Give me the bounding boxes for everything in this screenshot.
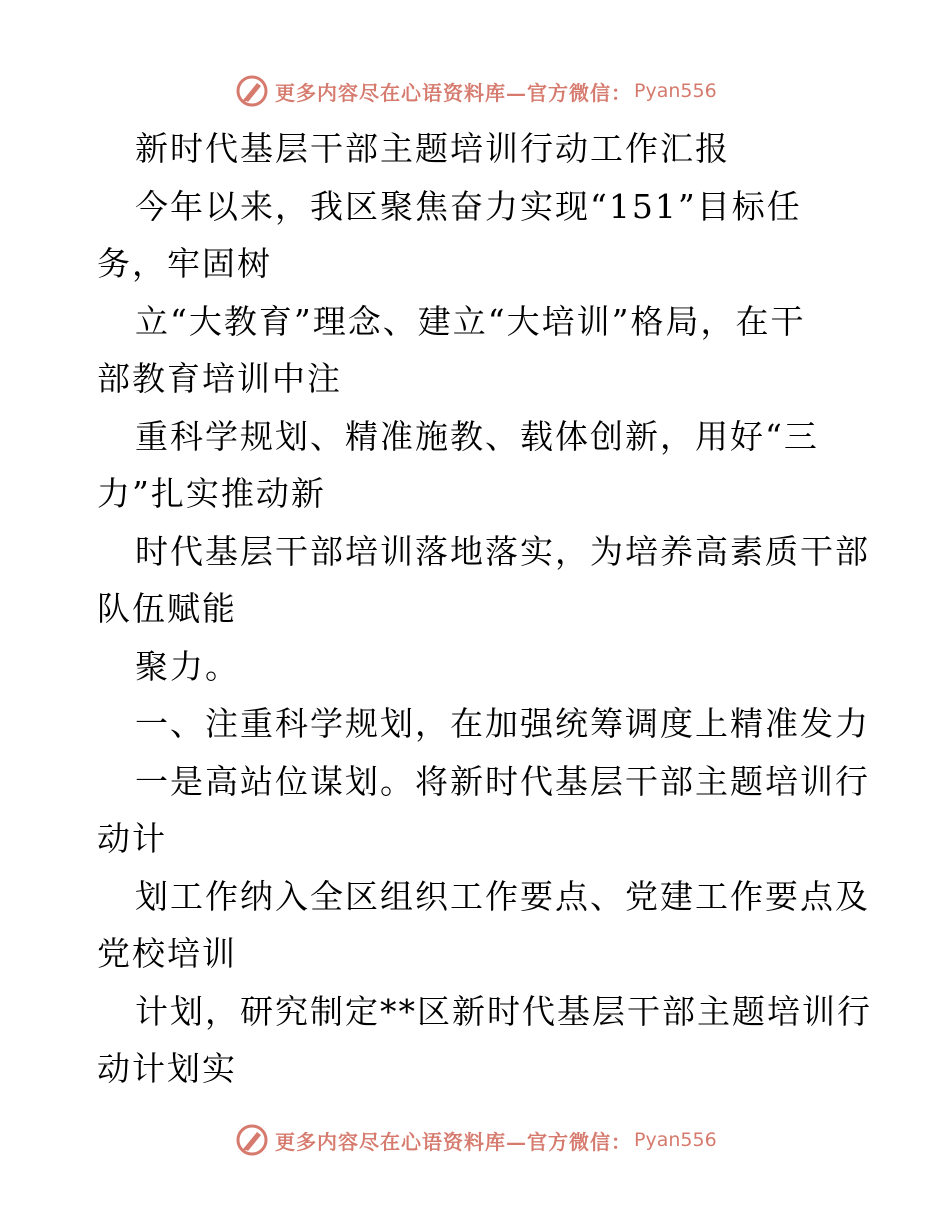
text-line: 今年以来，我区聚焦奋力实现“151”目标任 (135, 186, 802, 226)
pen-logo-icon (235, 74, 269, 108)
text-line: 新时代基层干部主题培训行动工作汇报 (135, 129, 730, 168)
watermark-wechat-id: Pyan556 (634, 80, 717, 102)
text-line: 队伍赋能 (97, 589, 237, 628)
watermark-text: 更多内容尽在心语资料库—官方微信： (275, 80, 632, 105)
pen-logo-icon (235, 1123, 269, 1157)
header-watermark (235, 74, 717, 108)
text-line: 计划，研究制定**区新时代基层干部主题培训行 (135, 991, 872, 1031)
text-line: 立“大教育”理念、建立“大培训”格局，在干 (135, 301, 806, 341)
footer-watermark (235, 1123, 717, 1157)
text-line: 务，牢固树 (97, 244, 272, 283)
text-line: 动计 (97, 819, 167, 858)
text-line: 一、注重科学规划，在加强统筹调度上精准发力 (135, 704, 870, 743)
watermark-text: 更多内容尽在心语资料库—官方微信： (275, 1129, 632, 1154)
text-line: 聚力。 (135, 646, 240, 686)
text-line: 时代基层干部培训落地落实，为培养高素质干部 (135, 531, 870, 571)
text-line: 重科学规划、精准施教、载体创新，用好“三 (135, 416, 819, 456)
text-line: 力”扎实推动新 (97, 474, 326, 513)
text-line: 一是高站位谋划。将新时代基层干部主题培训行 (135, 761, 870, 801)
document-body (97, 120, 872, 1098)
watermark-wechat-id: Pyan556 (634, 1129, 717, 1151)
text-line: 部教育培训中注 (97, 359, 342, 398)
text-line: 动计划实 (97, 1049, 237, 1088)
text-line: 党校培训 (97, 934, 237, 973)
text-line: 划工作纳入全区组织工作要点、党建工作要点及 (135, 876, 870, 916)
